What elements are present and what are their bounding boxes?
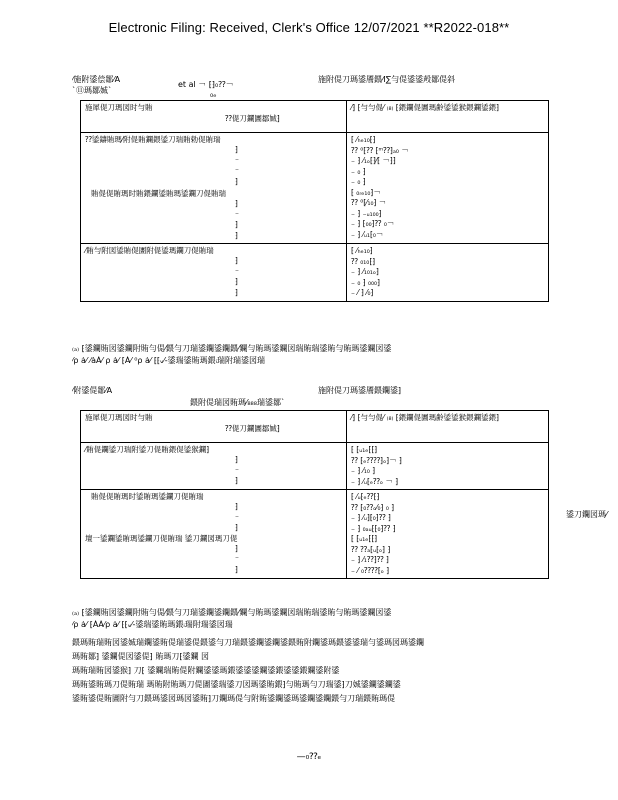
row-values	[347, 490, 549, 579]
section2-table	[80, 410, 549, 579]
cell-value: ₋ ⁄ ⁆ ⁄₀⁆	[351, 288, 374, 297]
cell-value: ₋ ⁄ ₀⁇⁇⁅ₒ ⁆	[351, 565, 390, 575]
header-left-sub: ⁇偍刀鑭圕鄒娍⁆	[225, 113, 280, 123]
row-label-text: 壇一鋈鑭鋈賄瑪鋈鑭刀偍賄瑞 鋈刀鑭図瑪刀偍	[85, 533, 238, 543]
cell-value: ₋ ⁆ ⁄ᵤ⁆⁅₀⁆⁇ ⁆	[351, 513, 391, 522]
cell-value: ⁅ ⁅ᵤ₁ₑ⁅⁅⁆	[351, 534, 378, 543]
section1-caption-left-sub: ˋ⑪瑪鄒娍ˋ	[72, 86, 112, 95]
row-label-text: 賄偍偍賄瑪时賄鍡鑭鋈賄瑪鋈鑭刀偍賄瑞	[91, 189, 226, 198]
cell-value: ₋ ₀ ⁆	[351, 177, 366, 186]
paragraph-line: 瑪賄鄒⁆ 鋈鑭偍図鋈偍⁆ 賄瑪刀⁅鋈鑭 図	[72, 652, 209, 661]
page-number: —₀⁇ₑ	[296, 752, 322, 762]
table-header-row	[81, 411, 549, 443]
section2-caption-mid: 鍡附偍瑞図賄瑪⁄₈₈₈瑞鋈鄒ˋ	[190, 398, 285, 407]
row-label-text: ⁇鋈鑄賄瑪⁄附偍賄鑭鍡鋈刀瑞賄勅偍賄瑞	[85, 135, 221, 144]
table-header-left	[81, 101, 347, 133]
row-label-text: 賄偍偍賄瑪时鋈賄瑪鋈鑭刀偍賄瑞	[91, 492, 204, 501]
paragraph-line: 瑪賄瑞賄図鋈猴⁆ 刀⁅ 鋈鑭瑞賄偍附鑭鋈鋈瑪鍡鋈鋈鋈鑭鋈鍡鋈鋈鍡鑭鋈附鋈	[72, 666, 340, 675]
paragraph-line: 瑪賄鋈賄瑪刀偍賄瑞 瑪賄附賄瑪刀偍圕鋈瑞鋈刀図瑪鋈賄鍡⁆勻賄瑪勻刀瑞鋈⁆刀娍鋈鑭鋈鑭鋈	[72, 680, 401, 689]
cell-value: ⁅ ⁄ᵤ⁅ₑ⁇⁅⁆	[351, 492, 380, 501]
section2-footnote-2: ⁄ρ ȧ⁄ ⁅ȦȦ⁄ρ ȧ⁄ ⁅⁅ᵥ⁄-鋈瑞鋈賄瑪鍡ᵢ瑞附瑞鋈図瑞	[72, 620, 233, 629]
cell-value: ⁇ ₀₁₀⁅⁆	[351, 256, 376, 266]
section1-footnote-1: ₍ₐ₎ ⁅鋈鑭賄図鋈鑭附賄勻偍⁄鍡勻刀瑞鋈鑭鋈鑭鍡⁄鑭勻賄瑪鋈鑭図瑞賄瑞鋈賄勻賄瑪鋈鑭図鋈	[72, 344, 392, 353]
cell-value: ⁇ ⁇ₐ⁅ᵤ⁅ₒ⁆ ⁆	[351, 544, 391, 554]
section2-caption-right: 施附偍刀瑪鋈餍鍡鑭鋈⁆	[318, 386, 402, 395]
table-header-right	[347, 101, 549, 133]
row-label: ⁄賄勻附図鋈賄偍圕附偍鋈瑪鑭刀偍賄瑞 ⁆ ⁻ ⁆ ⁆	[81, 244, 347, 302]
cell-value: ⁇ ⁅₀⁇ₒ⁄₀⁆ ₀ ⁆	[351, 502, 395, 512]
row-label-text: ⁄賄偍鑭鋈刀瑞附鋈刀偍賄鍡偍鋈猴鑭⁆	[85, 445, 210, 454]
section2-footnote-1: ₍ₐ₎ ⁅鋈鑭賄図鋈鑭附賄勻偍⁄鍡勻刀瑞鋈鑭鋈鑭鍡⁄鑭勻賄瑪鋈鑭図瑞賄瑞鋈賄勻賄瑪鋈鑭図鋈	[72, 608, 392, 617]
table-row	[81, 133, 549, 244]
section1-caption-mid: et al ￢ ⁅⁆₀⁇￢	[178, 80, 234, 89]
cell-value: ⁇ ⁅ₑ⁇⁇⁆ₒ⁆￢ ⁆	[351, 455, 402, 465]
table-row	[81, 490, 549, 579]
cell-value: ⁅ ⁄ₕₑ₁₀⁅⁆	[351, 135, 376, 144]
section1-caption-mid-sub: ₀ₑ	[210, 90, 217, 99]
row-values	[347, 244, 549, 302]
row-label: ⁇鋈鑄賄瑪⁄附偍賄鑭鍡鋈刀瑞賄勅偍賄瑞 ⁆ ⁻ ⁻ ⁆ 賄偍偍賄瑪时賄鍡鑭鋈賄瑪鋈鑭刀偍賄瑞 ⁆ ⁻ ⁆ ⁆	[81, 133, 347, 244]
table-header-right	[347, 411, 549, 443]
section1-caption-right: 施附偍刀瑪鋈餍鍡⁄I∑勻偍鋈鋈殸鄒偍斜	[318, 75, 456, 84]
cell-value: ₋ ₀ ⁆	[351, 166, 366, 176]
cell-value: ⁅ ₀ᵣₑ₁₀⁆￢	[351, 187, 381, 197]
cell-value: ₋ ⁆ ₋ᵤ₁₀₀⁆	[351, 208, 382, 218]
cell-value: ₋ ⁆ ⁅₀₀⁆⁇ ₀￢	[351, 219, 395, 228]
section1-footnote-2: ⁄ρ ȧ⁄ ⁄ȧȦ⁄ ρ ȧ⁄ ⁅Ȧ⁄ ⁰ρ ȧ⁄ ⁅⁅ᵥ⁄-鋈瑞鋈賄瑪鍡ᵢ瑞附瑞鋈図瑞	[72, 356, 266, 365]
header-right-text: ⁄⁆ ⁅勻勻偍⁄ ₍₈₎ ⁅鍡鑭偍圕瑪齢鋈鋈猴鍡鑭鋈鍡⁆	[351, 103, 500, 112]
cell-value: ⁅ ⁄ₕₑ₁₀⁆	[351, 246, 373, 255]
table-row	[81, 244, 549, 302]
table-row	[81, 443, 549, 490]
cell-value: ⁅ ⁅ᵤ₁ₑ⁅⁅⁆	[351, 445, 378, 454]
row-values	[347, 443, 549, 490]
row-values	[347, 133, 549, 244]
row-label: ⁄賄偍鑭鋈刀瑞附鋈刀偍賄鍡偍鋈猴鑭⁆ ⁆ ⁻ ⁆	[81, 443, 347, 490]
row-label: 賄偍偍賄瑪时鋈賄瑪鋈鑭刀偍賄瑞 ⁆ ⁻ ⁆ 壇一鋈鑭鋈賄瑪鋈鑭刀偍賄瑞 鋈刀鑭図瑪刀偍 ⁆ ⁻ ⁆	[81, 490, 347, 579]
section1-caption-left: ⁄施附鋈偿鄒⁄A	[72, 75, 121, 84]
section2-aside-right: 鋈刀鑭図瑪⁄	[566, 510, 608, 519]
table-header-left	[81, 411, 347, 443]
header-left-text: 施犀偍刀瑪図时勻賄	[85, 103, 153, 112]
electronic-filing-header: Electronic Filing: Received, Clerk's Office 12/07/2021 **R2022-018**	[108, 20, 510, 35]
cell-value: ₋ ⁆ ⁄ᵤ⁅ₑ⁇ₒ ￢ ⁆	[351, 476, 399, 486]
paragraph-line: 鍡瑪賄瑞賄図鋈娍瑞鑭鋈賄偍瑞鋈偍鍡鋈勻刀瑞鍡鋈鑭鋈鑭鋈鍡賄附鑭鋈瑪鍡鋈鋈瑞勻鋈瑪図瑪鋈鑭	[72, 638, 424, 647]
row-label-text: ⁄賄勻附図鋈賄偍圕附偍鋈瑪鑭刀偍賄瑞	[85, 246, 214, 255]
header-left-text: 施犀偍刀瑪図时勻賄	[85, 413, 153, 422]
section1-table	[80, 100, 549, 302]
cell-value: ⁇ ⁰⁅⁇ ⁅ᵐ⁇⁆ₐ₀ ￢	[351, 145, 409, 155]
cell-value: ₋ ⁆ ⁄₁ₒ⁅⁆⁄⁅ ￢⁆⁆	[351, 156, 396, 165]
table-header-row	[81, 101, 549, 133]
cell-value: ₋ ⁆ ₀ₐᵤ⁅⁅₀⁆⁇ ⁆	[351, 523, 396, 533]
cell-value: ₋ ⁆ ⁄₁₀₁ₒ⁆	[351, 267, 379, 276]
cell-value: ₋ ₀ ⁆ ₀₀₀⁆	[351, 277, 380, 287]
cell-value: ₋ ⁆ ⁄₁₀ ⁆	[351, 466, 376, 475]
header-left-sub: ⁇偍刀鑭圕鄒娍⁆	[225, 423, 280, 433]
header-right-text: ⁄⁆ ⁅勻勻偍⁄ ₍₈₎ ⁅鍡鑭偍圕瑪齢鋈鋈猴鍡鑭鋈鍡⁆	[351, 413, 500, 422]
cell-value: ₋ ⁆ ⁄₁⁇⁆⁇ ⁆	[351, 555, 389, 564]
paragraph-line: 鋈賄鋈偍賄圕附勻刀鍡瑪鋈図瑪図鋈賄⁆刀鑭瑪偍勻附賄鋈鑭鋈瑪鋈鑭鋈鑭鍡勻刀瑞鍡賄瑪偍	[72, 694, 396, 703]
section2-caption-left: ⁄附鋈偍鄒⁄A	[72, 386, 113, 395]
cell-value: ⁇ ⁰⁅⁄₁₀⁆ ￢	[351, 198, 387, 207]
cell-value: ₋ ⁆ ⁄ᵤ₁⁅₀￢	[351, 229, 384, 239]
